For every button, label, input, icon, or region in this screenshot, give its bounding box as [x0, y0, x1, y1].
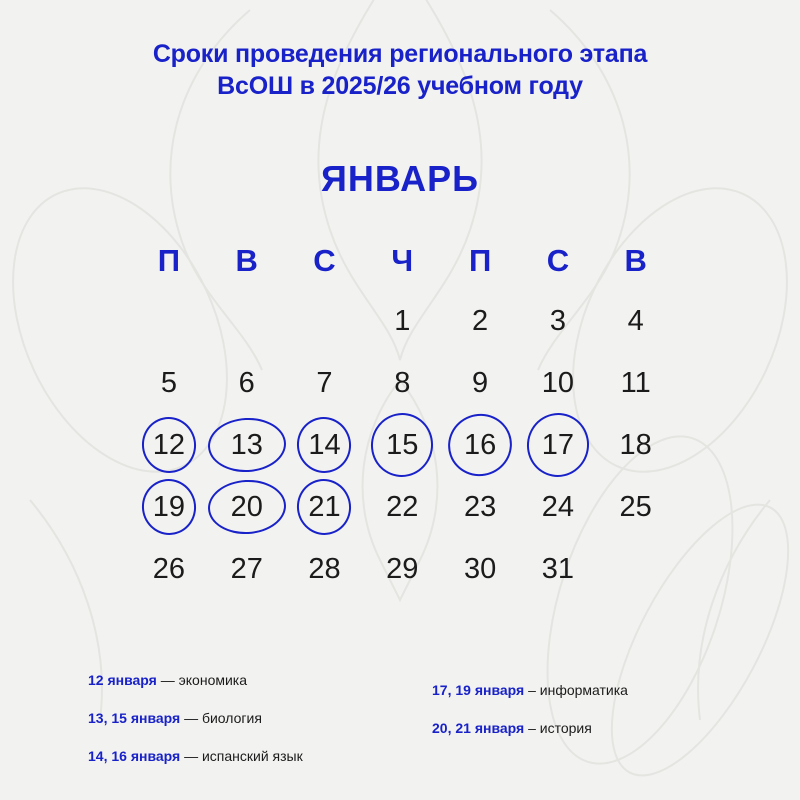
legend-subject: испанский язык: [201, 748, 303, 764]
legend-dash: –: [528, 682, 536, 698]
day-cell-empty: [597, 538, 675, 600]
weekday-header: В: [624, 243, 647, 278]
day-cell: 30: [463, 552, 497, 585]
weekday-header: С: [313, 243, 336, 278]
day-cell: 2: [472, 304, 489, 337]
legend-item: [88, 710, 262, 726]
day-cell: 4: [627, 304, 644, 337]
weekday-header: В: [235, 243, 258, 278]
weekday-header: П: [157, 243, 181, 278]
calendar-week-row: [130, 414, 675, 476]
weekday-header: С: [546, 243, 570, 278]
weekday-header: Ч: [391, 243, 414, 278]
day-cell-marked: 17: [519, 414, 597, 476]
day-cell: 1: [394, 304, 411, 337]
legend: [0, 660, 800, 780]
day-cell: 27: [230, 552, 263, 585]
day-cell-empty: [286, 290, 364, 352]
page-title: [0, 38, 800, 102]
calendar-week-row: [130, 290, 675, 352]
title-line-1: Сроки проведения регионального этапа: [152, 40, 648, 68]
day-cell: 8: [394, 366, 411, 399]
legend-dash: —: [160, 672, 175, 688]
calendar-week-row: [130, 476, 675, 538]
legend-dash: —: [184, 710, 199, 726]
day-cell: 31: [541, 552, 575, 585]
calendar-week-row: [130, 538, 675, 600]
day-cell: 23: [463, 490, 497, 523]
day-cell: 25: [619, 490, 652, 523]
legend-date: 20, 21 января: [432, 720, 525, 736]
legend-subject: история: [539, 720, 592, 736]
day-cell-marked: 14: [286, 414, 364, 476]
legend-subject: информатика: [539, 682, 628, 698]
legend-date: 14, 16 января: [88, 748, 181, 764]
day-cell: 3: [549, 304, 566, 337]
day-cell-empty: [208, 290, 286, 352]
day-cell: 5: [160, 366, 177, 399]
month-heading: ЯНВАРЬ: [321, 158, 479, 199]
legend-item: [88, 672, 247, 688]
calendar: [130, 232, 675, 600]
day-cell: 7: [316, 366, 333, 399]
calendar-weekday-row: [130, 232, 675, 290]
day-cell-marked: 19: [130, 476, 208, 538]
day-cell-marked: 16: [441, 414, 519, 476]
day-cell: 29: [386, 552, 419, 585]
legend-item: [432, 682, 628, 698]
day-cell: 28: [308, 552, 341, 585]
day-cell: 26: [152, 552, 186, 585]
legend-subject: экономика: [178, 672, 248, 688]
legend-item: [88, 748, 303, 764]
calendar-week-row: [130, 352, 675, 414]
day-cell-marked: 15: [363, 414, 441, 476]
legend-subject: биология: [201, 710, 262, 726]
day-cell: 24: [541, 490, 575, 523]
day-cell: 9: [472, 366, 489, 399]
day-cell: 22: [386, 490, 419, 523]
day-cell-marked: 12: [130, 414, 208, 476]
day-cell-empty: [130, 290, 208, 352]
legend-date: 12 января: [88, 672, 157, 688]
day-cell-marked: 13: [208, 414, 286, 476]
legend-date: 17, 19 января: [432, 682, 525, 698]
day-cell-marked: 20: [208, 476, 286, 538]
legend-dash: –: [528, 720, 536, 736]
day-cell: 6: [238, 366, 255, 399]
weekday-header: П: [468, 243, 492, 278]
legend-item: [432, 720, 592, 736]
legend-date: 13, 15 января: [88, 710, 181, 726]
day-cell: 18: [619, 428, 652, 461]
day-cell: 10: [541, 366, 575, 399]
legend-dash: —: [184, 748, 199, 764]
title-line-2: ВсОШ в 2025/26 учебном году: [217, 72, 583, 100]
day-cell: 11: [620, 366, 651, 399]
day-cell-marked: 21: [286, 476, 364, 538]
